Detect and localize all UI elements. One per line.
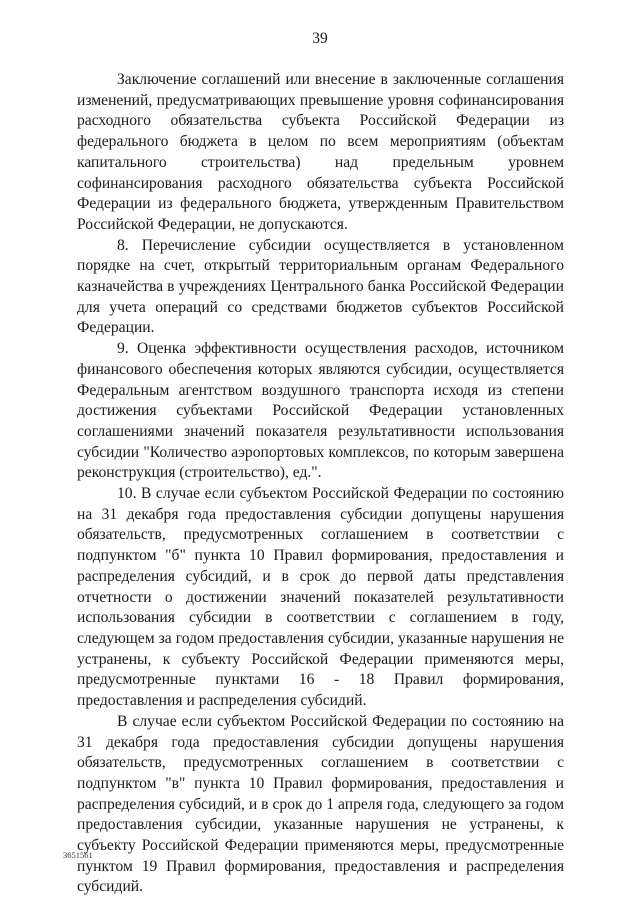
body-text <box>77 70 564 898</box>
paragraph-financing-limit: Заключение соглашений или внесение в заключенные соглашения изменений, предусматривающих превышение уровня софинансирования расходного обязательства субъекта Российской Федерации из федерального бюджета в целом по всем мероприятиям (объектам капитального строительства) над предельным уровнем софинансирования расходного обязательства субъекта Российской Федерации из федерального бюджета, утвержденным Правительством Российской Федерации, не допускаются. <box>77 71 564 233</box>
paragraph-9-evaluation: 9. Оценка эффективности осуществления расходов, источником финансового обеспечения которых являются субсидии, осуществляется Федеральным агентством воздушного транспорта исходя из степени достижения субъектами Российской Федерации установленных соглашениями значений показателя результативности использования субсидии "Количество аэропортовых комплексов, по которым завершена реконструкция (строительство), ед.". <box>77 340 564 482</box>
page-number: 39 <box>312 30 328 47</box>
document-code: 3651561 <box>63 850 93 860</box>
paragraph-10-violations-cont: В случае если субъектом Российской Федерации по состоянию на 31 декабря года предоставления субсидии допущены нарушения обязательств, предусмотренных соглашением в соответствии с подпунктом "в" пункта 10 Правил формирования, предоставления и распределения субсидий, и в срок до 1 апреля года, следующего за годом предоставления субсидии, указанные нарушения не устранены, к субъекту Российской Федерации применяются меры, предусмотренные пунктом 19 Правил формирования, предоставления и распределения субсидий. <box>77 712 564 896</box>
paragraph-8-transfer: 8. Перечисление субсидии осуществляется в установленном порядке на счет, открытый территориальным органам Федерального казначейства в учреждениях Центрального банка Российской Федерации для учета операций со средствами бюджетов субъектов Российской Федерации. <box>77 236 564 337</box>
paragraph-10-violations: 10. В случае если субъектом Российской Федерации по состоянию на 31 декабря года предоставления субсидии допущены нарушения обязательств, предусмотренных соглашением в соответствии с подпунктом "б" пункта 10 Правил формирования, предоставления и распределения субсидий, и в срок до первой даты представления отчетности о достижении значений показателей результативности использования субсидии в соответствии с соглашением в году, следующем за годом предоставления субсидии, указанные нарушения не устранены, к субъекту Российской Федерации применяются меры, предусмотренные пунктами 16 - 18 Правил формирования, предоставления и распределения субсидий. <box>77 485 564 710</box>
